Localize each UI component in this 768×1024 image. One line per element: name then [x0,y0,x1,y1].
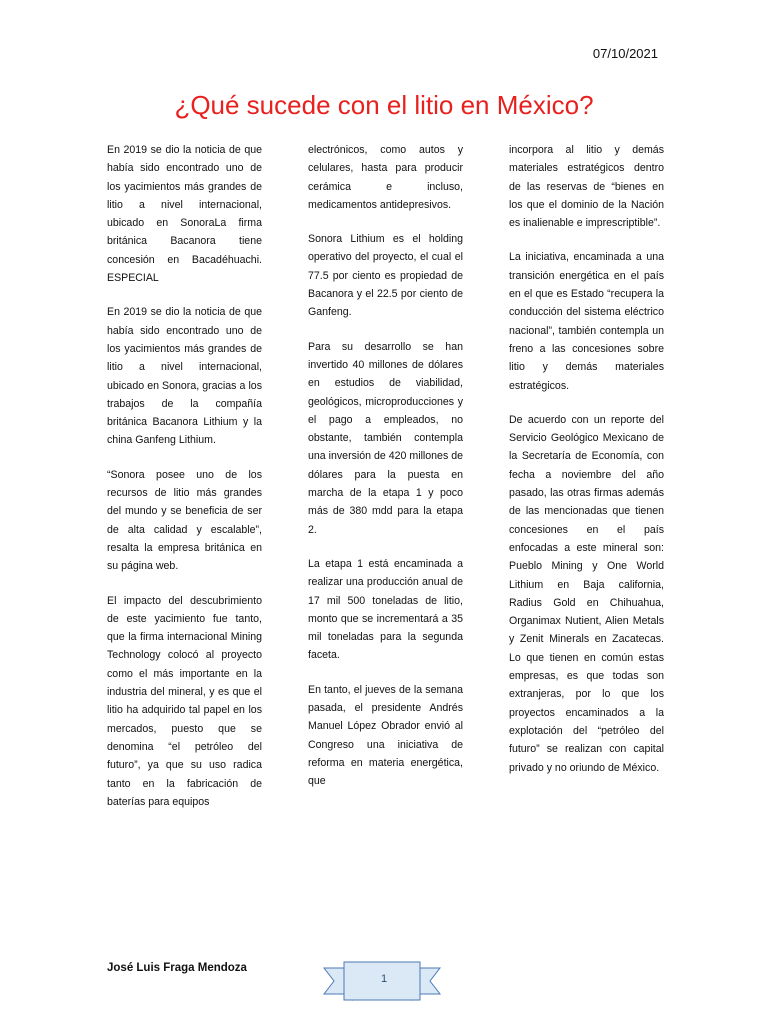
column-2 [308,141,463,861]
paragraph: El impacto del descubrimiento de este yacimiento fue tanto, que la firma internacional Mining Technology colocó al proyecto como el más importante en la industria del mineral, y es que el litio ha adquirido tal papel en los mercados, puesto que se denomina “el petróleo del futuro”, ya que su uso radica tanto en la fabricación de baterías para equipos [107,594,262,808]
paragraph: En tanto, el jueves de la semana pasada, el presidente Andrés Manuel López Obrador envió al Congreso una iniciativa de reforma en materia energética, que [308,683,463,788]
author-name: José Luis Fraga Mendoza [107,962,247,974]
column-3 [509,141,664,861]
paragraph: Para su desarrollo se han invertido 40 millones de dólares en estudios de viabilidad, geológicos, microproducciones y el pago a empleados, no obstante, también contempla una inversión de 420 millones de dólares para la puesta en marcha de la etapa 1 y poco más de 380 mdd para la etapa 2. [308,340,463,536]
article-body [107,141,664,861]
paragraph: En 2019 se dio la noticia de que había sido encontrado uno de los yacimientos más grandes de litio a nivel internacional, ubicado en Sonora, gracias a los trabajos de la compañía británica Bacanora Lithium y la china Ganfeng Lithium. [107,306,262,447]
paragraph: incorpora al litio y demás materiales estratégicos dentro de las reservas de “bienes en los que el dominio de la Nación es inalienable e imprescriptible”. [509,144,664,230]
paragraph: Sonora Lithium es el holding operativo del proyecto, el cual el 77.5 por ciento es propiedad de Bacanora y el 22.5 por ciento de Ganfeng. [308,233,463,319]
article-date: 07/10/2021 [592,46,658,61]
paragraph: La etapa 1 está encaminada a realizar una producción anual de 17 mil 500 toneladas de litio, monto que se incrementará a 35 mil toneladas para la segunda faceta. [308,557,463,662]
paragraph: De acuerdo con un reporte del Servicio Geológico Mexicano de la Secretaría de Economía, con fecha a noviembre del año pasado, las otras firmas además de las mencionadas que tienen concesiones en el país enfocadas a este mineral son: Pueblo Mining y One World Lithium en Baja california, Radius Gold en Chihuahua, Organimax Nutient, Alien Metals y Zenit Minerals en Zacatecas. Lo que tienen en común estas empresas, es que todas son extranjeras, por lo que los proyectos encaminados a la explotación del “petróleo del futuro” se realizan con capital privado y no oriundo de México. [509,413,664,774]
paragraph: electrónicos, como autos y celulares, hasta para producir cerámica e incluso, medicamentos antidepresivos. [308,144,463,211]
paragraph: En 2019 se dio la noticia de que había sido encontrado uno de los yacimientos más grandes de litio a nivel internacional, ubicado en SonoraLa firma británica Bacanora tiene concesión en Bacadéhuachi. ESPECIAL [107,144,262,285]
page-number: 1 [380,973,388,985]
paragraph: “Sonora posee uno de los recursos de litio más grandes del mundo y se beneficia de ser de alta calidad y escalable”, resalta la empresa británica en su página web. [107,468,262,573]
paragraph: La iniciativa, encaminada a una transición energética en el país en el que es Estado “recupera la conducción del sistema eléctrico nacional”, también contempla un freno a las concesiones sobre litio y demás materiales estratégicos. [509,251,664,392]
column-1 [107,141,262,861]
article-title: ¿Qué sucede con el litio en México? [174,90,594,120]
